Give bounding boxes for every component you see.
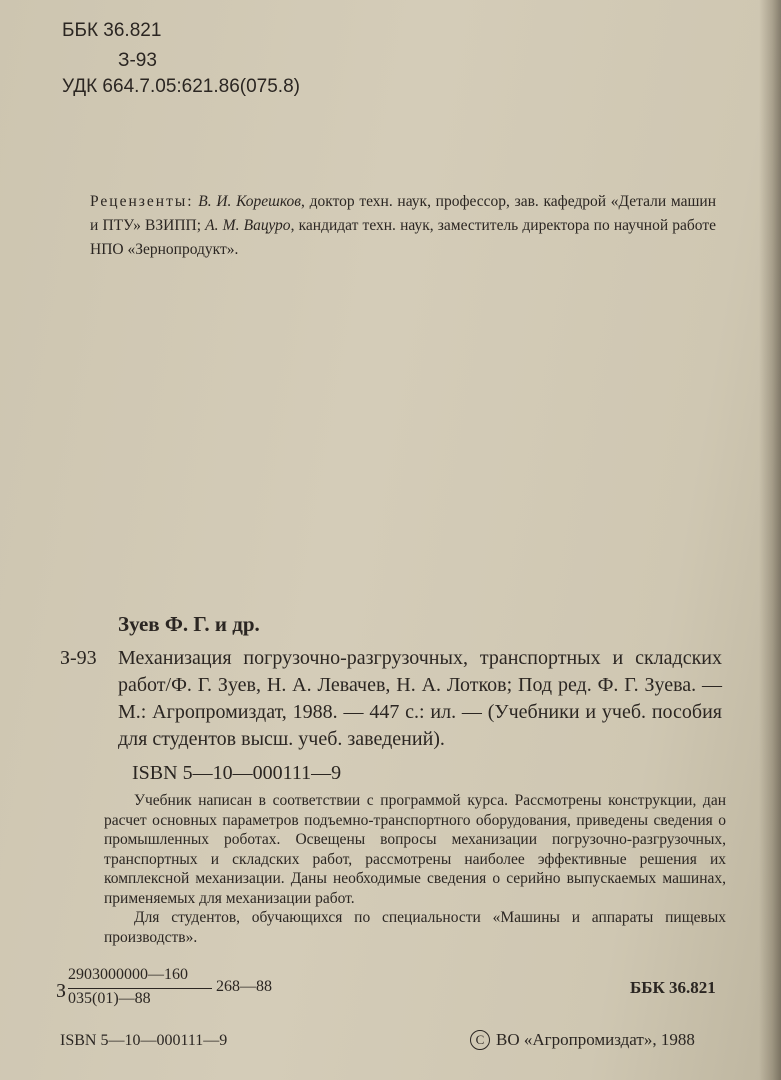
fraction-denominator: 035(01)—88 — [68, 990, 151, 1007]
record-isbn: ISBN 5—10—000111—9 — [132, 762, 342, 784]
fraction-line — [68, 988, 212, 989]
copyright-icon: C — [470, 1030, 490, 1050]
bbk-index: ББК 36.821 — [62, 20, 162, 41]
footer-bbk: ББК 36.821 — [630, 978, 716, 997]
fraction-number: 268—88 — [216, 978, 272, 995]
record-code: З-93 — [60, 647, 97, 669]
record-author: Зуев Ф. Г. и др. — [118, 612, 260, 636]
reviewers-label: Рецензенты: — [90, 193, 194, 210]
footer-isbn: ISBN 5—10—000111—9 — [60, 1032, 228, 1049]
fraction-numerator: 2903000000—160 — [68, 966, 188, 983]
reviewer-info-1: , доктор техн. наук, профессор, зав. кафедрой «Детали машин и ПТУ» ВЗИПП; — [90, 193, 717, 234]
fraction-prefix: З — [56, 980, 67, 1002]
author-mark: З-93 — [118, 50, 157, 71]
page-edge-shadow — [759, 0, 781, 1080]
abstract-paragraph-1: Учебник написан в соответствии с программой курса. Рассмотрены конструкции, дан расчет основных параметров подъемно-транспортного оборудования, приведены сведения о промышленных роботах. Освещены вопросы механизации погрузочно-разгрузочных, транспортных и складских работ, рассмотрены наиболее эффективные решения их комплексной механизации. Даны необходимые сведения о серийно выпускаемых машинах, применяемых для механизации работ. — [104, 792, 726, 907]
abstract — [104, 791, 726, 947]
reviewers-block — [90, 190, 716, 262]
reviewer-name-1: В. И. Корешков — [198, 193, 302, 210]
copyright — [470, 1030, 695, 1050]
udk-index: УДК 664.7.05:621.86(075.8) — [62, 76, 300, 97]
record-description: Механизация погрузочно-разгрузочных, транспортных и складских работ/Ф. Г. Зуев, Н. А. Левачев, Н. А. Лотков; Под ред. Ф. Г. Зуева. — М.: Агропромиздат, 1988. — 447 с.: ил. — (Учебники и учеб. пособия для студентов высш. учеб. заведений). — [118, 647, 722, 750]
reviewer-name-2: А. М. Вацуро — [205, 217, 291, 234]
abstract-paragraph-2: Для студентов, обучающихся по специальности «Машины и аппараты пищевых производств». — [104, 909, 726, 946]
copyright-text: ВО «Агропромиздат», 1988 — [496, 1030, 695, 1049]
reviewer-info-2: , кандидат техн. наук, заместитель директора по научной работе НПО «Зернопродукт». — [90, 217, 716, 258]
